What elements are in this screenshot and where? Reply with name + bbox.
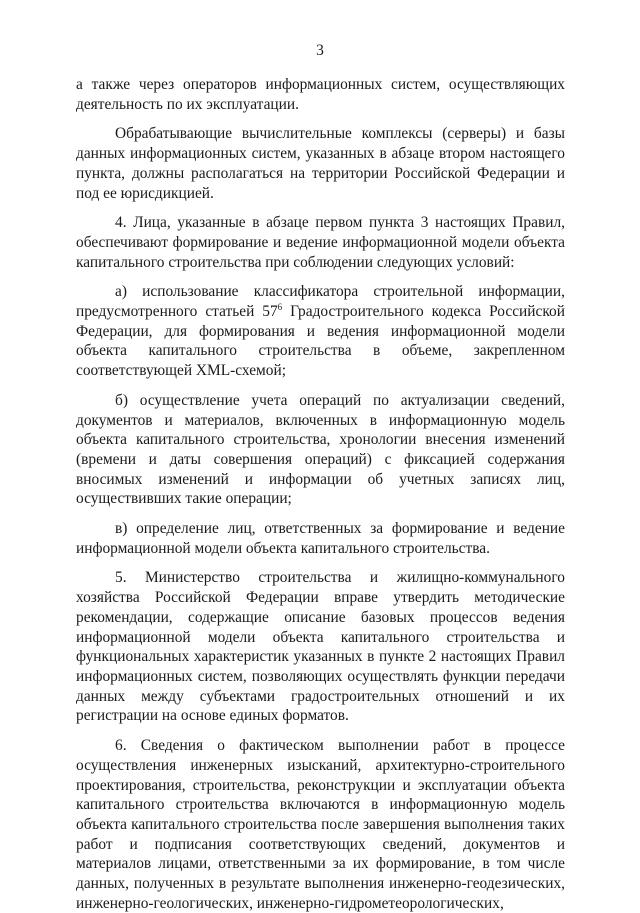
paragraph-servers: Обрабатывающие вычислительные комплексы (серверы) и базы данных информационных систем, указанных в абзаце втором настоящего пункта, должны располагаться на территории Российской Федерации и под ее юрисдикцией.	[76, 125, 565, 202]
paragraph-item-4b: б) осуществление учета операций по актуализации сведений, документов и материалов, включенных в информационную модель объекта капитального строительства, хронологии внесения изменений (времени и даты совершения операций) с фиксацией содержания вносимых изменений и информации об учетных записях лиц, осуществивших такие операции;	[76, 391, 565, 508]
item-4a-text-start: а) использование классификатора строительной информации, предусмотренного статьей 57	[76, 283, 565, 321]
page-number: 3	[316, 42, 324, 59]
paragraph-item-4: 4. Лица, указанные в абзаце первом пункта 3 настоящих Правил, обеспечивают формирование и ведение информационной модели объекта капитального строительства при соблюдении следующих условий:	[76, 214, 565, 271]
paragraph-item-5: 5. Министерство строительства и жилищно-коммунального хозяйства Российской Федерации вправе утвердить методические рекомендации, содержащие описание базовых процессов ведения информационной модели объекта капитального строительства и функциональных характеристик указанных в пункте 2 настоящих Правил информационных систем, позволяющих осуществлять функции передачи данных между субъектами градостроительных отношений и их регистрации на основе единых форматов.	[76, 569, 565, 725]
paragraph-item-4a	[76, 282, 565, 381]
paragraph-continuation: а также через операторов информационных систем, осуществляющих деятельность по их эксплуатации.	[76, 76, 565, 113]
document-body	[76, 75, 565, 913]
article-superscript: 6	[277, 301, 283, 312]
item-4a-text-end: Градостроительного кодекса Российской Федерации, для формирования и ведения информационной модели объекта капитального строительства в объеме, закрепленном соответствующей XML-схемой;	[76, 303, 565, 380]
paragraph-item-6: 6. Сведения о фактическом выполнении работ в процессе осуществления инженерных изысканий, архитектурно-строительного проектирования, строительства, реконструкции и эксплуатации объекта капитального строительства включаются в информационную модель объекта капитального строительства после завершения выполнения таких работ и подписания соответствующих сведений, документов и материалов лицами, ответственными за их формирование, в том числе данных, полученных в результате выполнения инженерно-геодезических, инженерно-геологических, инженерно-гидрометеорологических,	[76, 737, 565, 912]
paragraph-item-4c: в) определение лиц, ответственных за формирование и ведение информационной модели объекта капитального строительства.	[76, 520, 565, 557]
